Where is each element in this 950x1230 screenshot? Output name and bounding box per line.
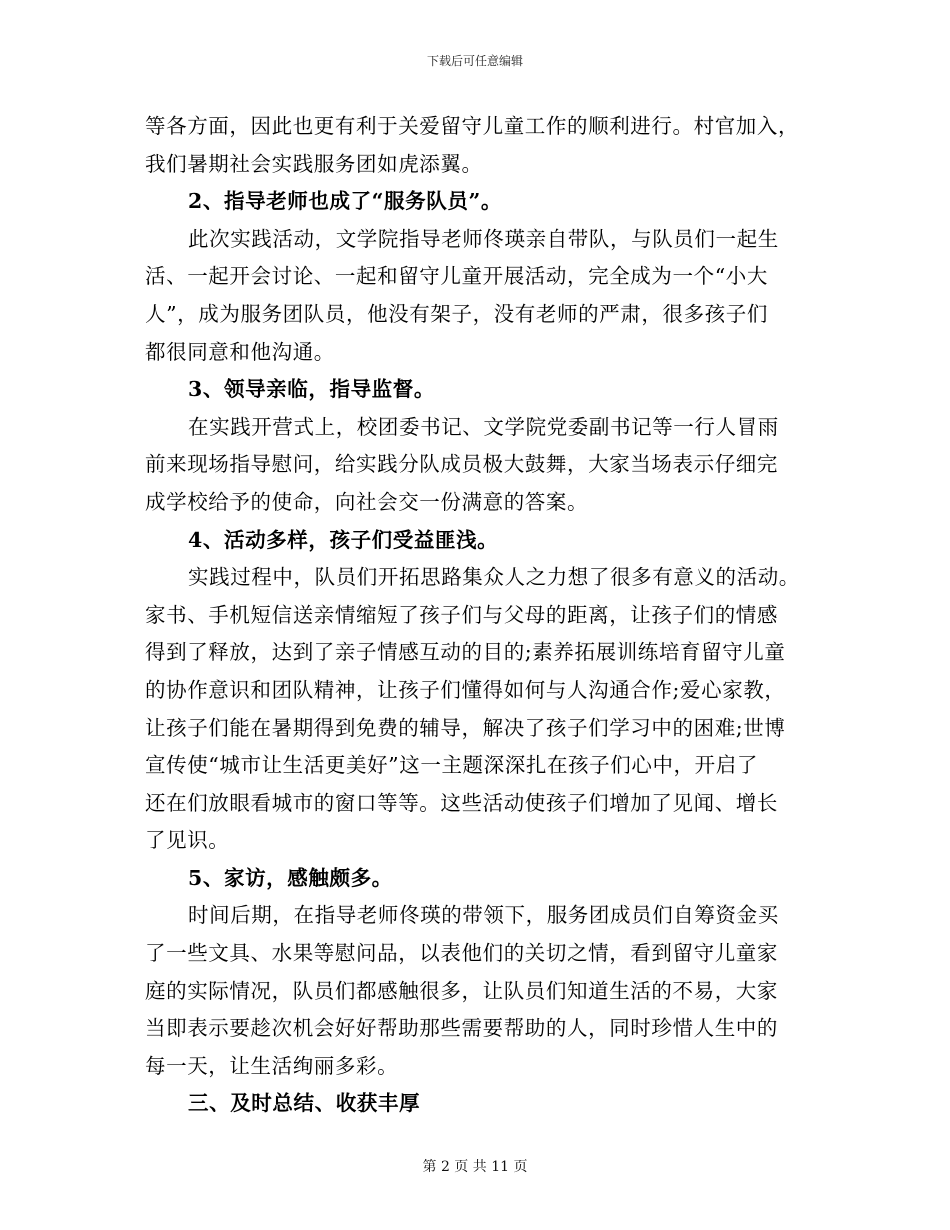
text-line: 每一天，让生活绚丽多彩。 xyxy=(145,1053,399,1078)
text-line: 都很同意和他沟通。 xyxy=(145,339,335,364)
paragraph-first-line: 实践过程中，队员们开拓思路集众人之力想了很多有意义的活动。 xyxy=(188,565,800,590)
paragraph-first-line: 时间后期，在指导老师佟瑛的带领下，服务团成员们自筹资金买 xyxy=(188,903,779,928)
section-heading: 4、活动多样，孩子们受益匪浅。 xyxy=(188,527,499,552)
text-line: 让孩子们能在暑期得到免费的辅导，解决了孩子们学习中的困难;世博 xyxy=(145,715,786,740)
text-line: 家书、手机短信送亲情缩短了孩子们与父母的距离，让孩子们的情感 xyxy=(145,602,778,627)
section-heading: 5、家访，感触颇多。 xyxy=(188,865,393,890)
text-line: 活、一起开会讨论、一起和留守儿童开展活动，完全成为一个“小大 xyxy=(145,264,768,289)
text-line: 庭的实际情况，队员们都感触很多，让队员们知道生活的不易，大家 xyxy=(145,978,778,1003)
text-line: 还在们放眼看城市的窗口等等。这些活动使孩子们增加了见闻、增长 xyxy=(145,790,778,815)
section-heading: 3、领导亲临，指导监督。 xyxy=(188,377,435,402)
text-line: 的协作意识和团队精神，让孩子们懂得如何与人沟通合作;爱心家教， xyxy=(145,677,786,702)
text-line: 我们暑期社会实践服务团如虎添翼。 xyxy=(145,151,483,176)
text-line: 得到了释放，达到了亲子情感互动的目的;素养拓展训练培育留守儿童 xyxy=(145,640,786,665)
text-line: 当即表示要趁次机会好好帮助那些需要帮助的人，同时珍惜人生中的 xyxy=(145,1016,778,1041)
text-line: 等各方面，因此也更有利于关爱留守儿童工作的顺利进行。村官加入， xyxy=(145,114,800,138)
section-heading: 三、及时总结、收获丰厚 xyxy=(188,1091,421,1116)
text-line: 宣传使“城市让生活更美好”这一主题深深扎在孩子们心中，开启了 xyxy=(145,753,758,778)
text-line: 人”，成为服务团队员，他没有架子，没有老师的严肃，很多孩子们 xyxy=(145,301,768,326)
paragraph-first-line: 在实践开营式上，校团委书记、文学院党委副书记等一行人冒雨 xyxy=(188,414,779,439)
text-line: 前来现场指导慰问，给实践分队成员极大鼓舞，大家当场表示仔细完 xyxy=(145,452,778,477)
text-line: 了一些文具、水果等慰问品，以表他们的关切之情，看到留守儿童家 xyxy=(145,941,778,966)
paragraph-first-line: 此次实践活动，文学院指导老师佟瑛亲自带队，与队员们一起生 xyxy=(188,226,779,251)
section-heading: 2、指导老师也成了“服务队员”。 xyxy=(188,189,502,214)
page-header: 下载后可任意编辑 xyxy=(426,54,523,68)
text-line: 成学校给予的使命，向社会交一份满意的答案。 xyxy=(145,489,589,514)
page-number: 第 2 页 共 11 页 xyxy=(422,1159,528,1175)
text-line: 了见识。 xyxy=(145,828,230,853)
document-body xyxy=(145,108,807,1123)
